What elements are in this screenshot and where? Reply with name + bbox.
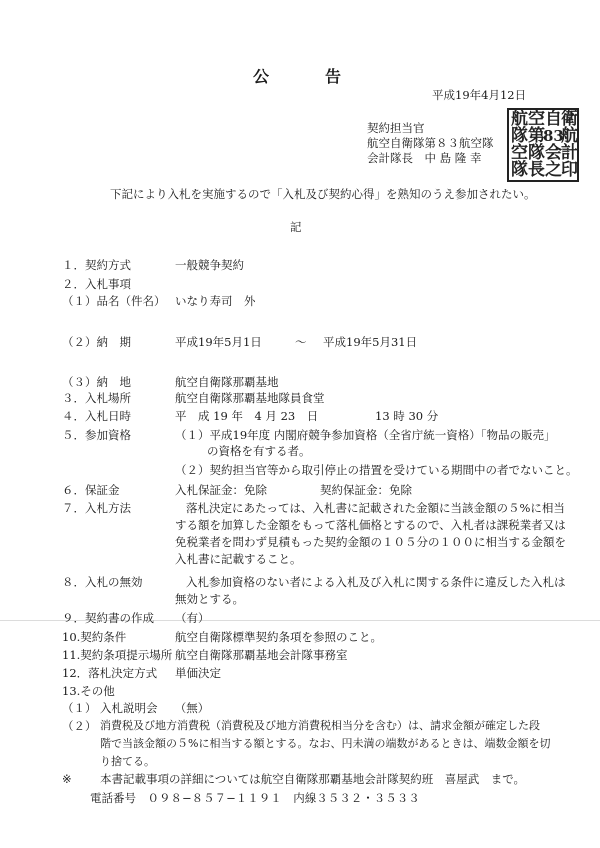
note-phone: 電話番号 ０９８−８５７−１１９１ 内線３５３２・３５３３: [90, 791, 420, 805]
item-2-label: ２．入札事項: [62, 277, 131, 291]
item-13-2-label: （２）: [62, 719, 97, 733]
item-2-2-tilde: ～: [295, 335, 307, 349]
seal-glyph: 航: [561, 126, 578, 146]
item-7-line4: 入札書に記載すること。: [175, 552, 302, 566]
item-5-line3: （２）契約担当官等から取引停止の措置を受けている期間中の者でないこと。: [175, 463, 578, 477]
note-contact: 本書記載事項の詳細については航空自衛隊那覇基地会計隊契約班 喜屋武 まで。: [100, 772, 526, 786]
seal-glyph: 自: [545, 109, 562, 129]
intro-text: 下記により入札を実施するので「入札及び契約心得」を熟知のうえ参加されたい。: [110, 187, 536, 201]
item-2-2-from: 平成19年5月1日: [175, 335, 262, 349]
item-11-label: 11.契約条項提示場所: [62, 648, 173, 662]
ki-heading: 記: [290, 220, 302, 234]
item-2-2-to: 平成19年5月31日: [323, 335, 418, 349]
official-seal-stamp: [507, 108, 579, 182]
seal-glyph: 印: [561, 160, 578, 180]
item-4-time: 13 時 30 分: [375, 409, 439, 423]
item-1-value: 一般競争契約: [175, 258, 244, 272]
item-8-line1: 入札参加資格のない者による入札及び入札に関する条件に違反した入札は: [186, 575, 566, 589]
item-8-label: ８．入札の無効: [62, 575, 143, 589]
seal-glyph: 計: [561, 143, 578, 163]
seal-glyph: 隊: [511, 160, 528, 180]
item-11-value: 航空自衛隊那覇基地会計隊事務室: [175, 648, 348, 662]
item-12-label: 12．落札決定方式: [62, 666, 158, 680]
seal-glyph: 83: [543, 127, 564, 145]
item-7-line1: 落札決定にあたっては、入札書に記載された金額に当該金額の５%に相当: [186, 501, 565, 515]
notice-title: 公 告: [253, 67, 362, 86]
item-4-value: 平 成 19 年 4 月 23 日: [175, 409, 319, 423]
item-4-label: ４．入札日時: [62, 409, 131, 423]
item-3-label: ３．入札場所: [62, 391, 131, 405]
seal-glyph: 之: [545, 160, 562, 180]
item-10-value: 航空自衛隊標準契約条項を参照のこと。: [175, 630, 382, 644]
item-13-2-line2: 階で当該金額の５%に相当する額とする。なお、円未満の端数があるときは、端数金額を切: [100, 737, 551, 750]
item-7-line3: 免税業者を問わず見積もった契約金額の１０５分の１００に相当する金額を: [175, 535, 566, 549]
item-1-label: １．契約方式: [62, 258, 131, 272]
item-2-3-label: （３）納 地: [62, 375, 131, 389]
item-3-value: 航空自衛隊那覇基地隊員食堂: [175, 391, 325, 405]
item-5-label: ５．参加資格: [62, 428, 131, 442]
item-7-label: ７．入札方法: [62, 501, 131, 515]
item-12-value: 単価決定: [175, 666, 221, 680]
issuer-role: 契約担当官: [367, 121, 425, 135]
item-2-1-label: （１）品名（件名）: [62, 294, 166, 308]
item-2-1-value: いなり寿司 外: [175, 294, 256, 308]
item-7-line2: する額を加算した金額をもって落札価格とするので、入札者は課税業者又は: [175, 518, 566, 532]
item-6-contract-deposit: 契約保証金：免除: [320, 483, 412, 497]
item-6-label: ６．保証金: [62, 483, 120, 497]
notice-date: 平成19年4月12日: [432, 88, 527, 102]
seal-glyph: 空: [528, 109, 545, 129]
item-13-1-text: 入札説明会 （無）: [100, 701, 210, 715]
item-9-value: （有）: [175, 611, 210, 625]
seal-glyph: 空: [511, 143, 528, 163]
item-5-line2: の資格を有する者。: [207, 444, 311, 458]
seal-glyph: 航: [511, 109, 528, 129]
seal-glyph: 長: [528, 160, 545, 180]
item-8-line2: 無効とする。: [175, 592, 244, 606]
item-13-1-label: （１）: [62, 701, 97, 715]
item-9-label: ９．契約書の作成: [62, 611, 154, 625]
item-2-2-label: （２）納 期: [62, 335, 131, 349]
item-10-label: 10.契約条件: [62, 630, 127, 644]
item-13-2-line1: 消費税及び地方消費税（消費税及び地方消費税相当分を含む）は、請求金額が確定した段: [100, 719, 540, 732]
item-13-label: 13.その他: [62, 684, 115, 698]
item-5-line1: （１）平成19年度 内閣府競争参加資格（全省庁統一資格）「物品の販売」: [175, 428, 556, 442]
item-2-3-value: 航空自衛隊那覇基地: [175, 375, 279, 389]
seal-glyph: 隊: [528, 143, 545, 163]
item-13-2-line3: り捨てる。: [100, 755, 155, 768]
item-6-bid-deposit: 入札保証金：免除: [175, 483, 267, 497]
note-mark: ※: [62, 772, 72, 786]
seal-glyph: 第: [528, 126, 545, 146]
seal-glyph: 会: [545, 143, 562, 163]
seal-glyph: 隊: [511, 126, 528, 146]
seal-glyph: 衛: [561, 109, 578, 129]
issuer-unit: 航空自衛隊第８３航空隊: [367, 136, 494, 150]
issuer-name: 会計隊長 中 島 隆 幸: [367, 151, 482, 165]
